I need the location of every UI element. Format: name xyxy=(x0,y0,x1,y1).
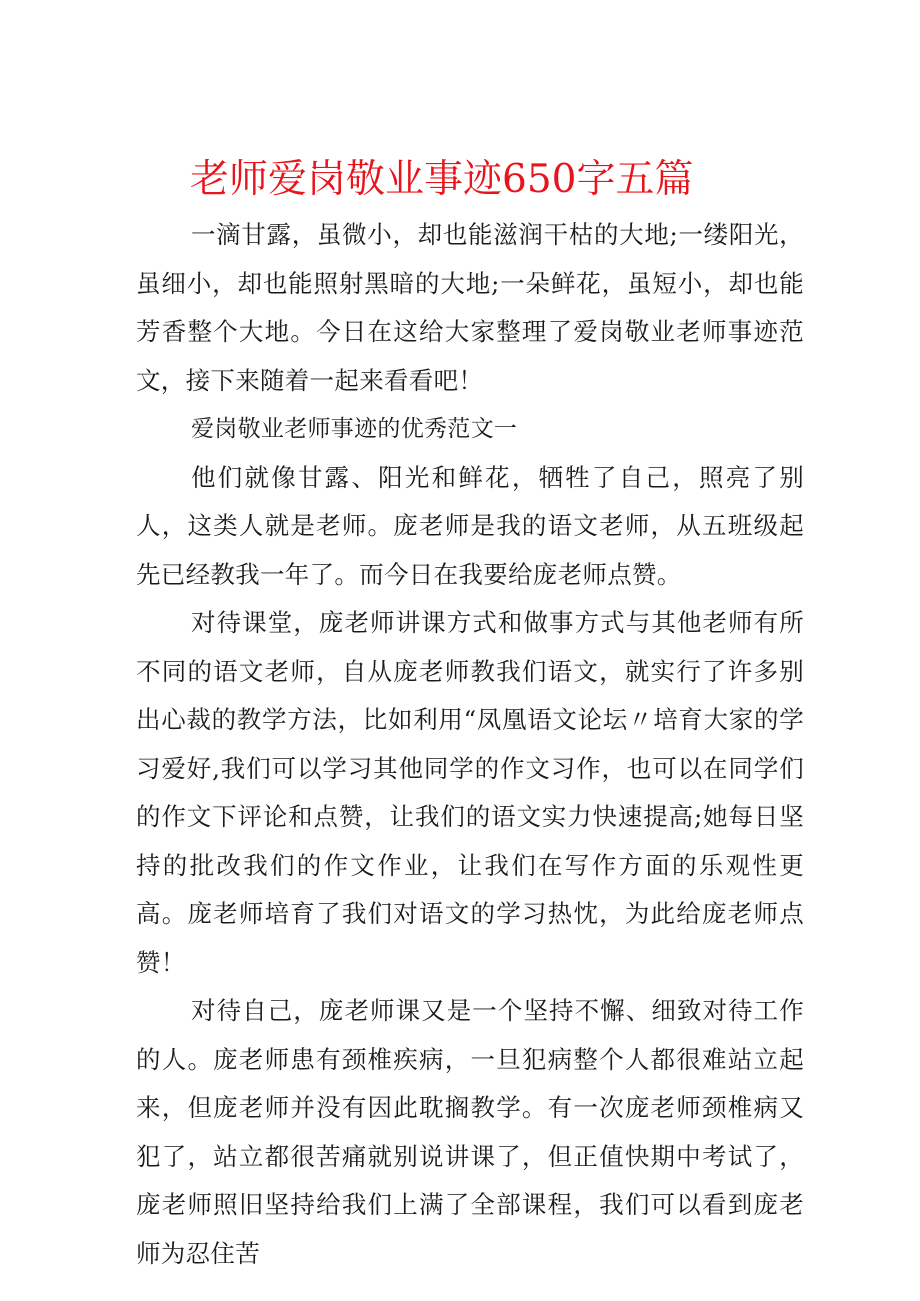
intro-paragraph: 一滴甘露，虽微小，却也能滋润干枯的大地;一缕阳光，虽细小，却也能照射黑暗的大地;一朵鲜花，虽短小，却也能芳香整个大地。今日在这给大家整理了爱岗敬业老师事迹范文，接下来随着一起来看看吧！ xyxy=(136,220,804,395)
document-title: 老师爱岗敬业事迹650字五篇 xyxy=(190,157,694,202)
body-paragraph: 对待课堂，庞老师讲课方式和做事方式与其他老师有所不同的语文老师，自从庞老师教我们语文，就实行了许多别出心裁的教学方法，比如利用“凤凰语文论坛〃培育大家的学习爱好,我们可以学习其他同学的作文习作，也可以在同学们的作文下评论和点赞，让我们的语文实力快速提高;她每日坚持的批改我们的作文作业，让我们在写作方面的乐观性更高。庞老师培育了我们对语文的学习热忱，为此给庞老师点赞！ xyxy=(136,608,804,977)
body-paragraph: 他们就像甘露、阳光和鲜花，牺牲了自己，照亮了别人，这类人就是老师。庞老师是我的语文老师，从五班级起先已经教我一年了。而今日在我要给庞老师点赞。 xyxy=(136,462,804,589)
body-paragraph: 对待自己，庞老师课又是一个坚持不懈、细致对待工作的人。庞老师患有颈椎疾病，一旦犯病整个人都很难站立起来，但庞老师并没有因此耽搁教学。有一次庞老师颈椎病又犯了，站立都很苦痛就别说讲课了，但正值快期中考试了，庞老师照旧坚持给我们上满了全部课程，我们可以看到庞老师为忍住苦 xyxy=(136,996,804,1268)
document-body xyxy=(136,211,804,1278)
section-heading: 爱岗敬业老师事迹的优秀范文一 xyxy=(191,416,518,442)
